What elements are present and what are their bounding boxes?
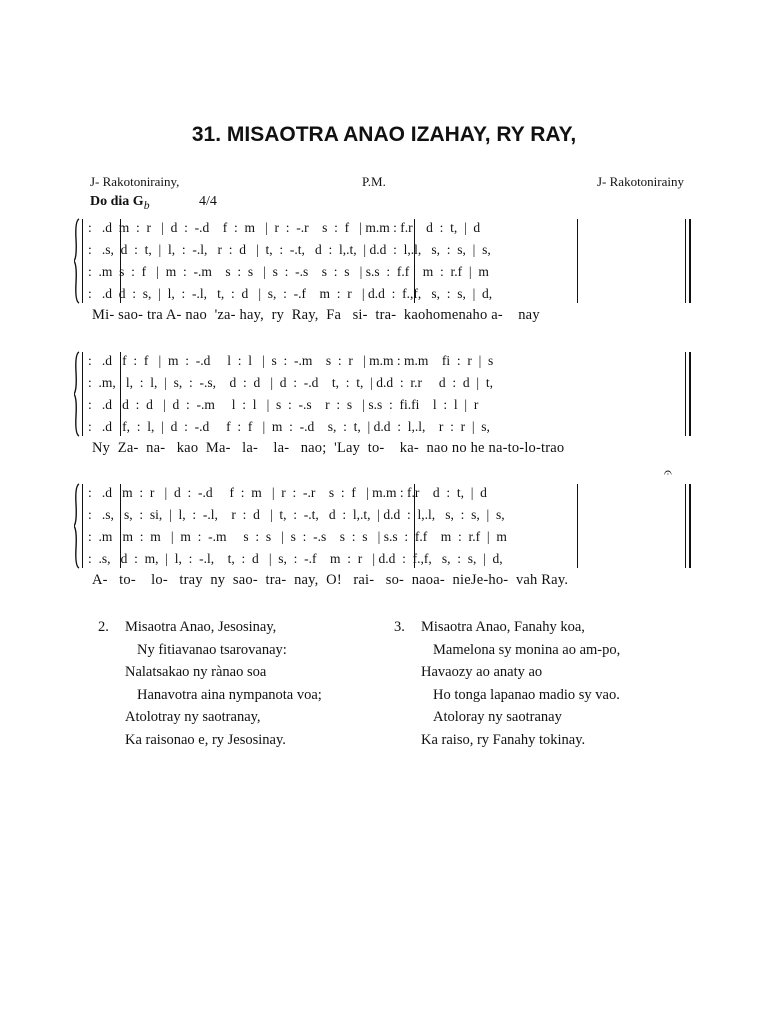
system-brace bbox=[74, 482, 80, 570]
verse-2 bbox=[98, 616, 322, 751]
key-signature bbox=[90, 194, 217, 212]
bass-part: : .s, d : m, | l, : -.l, t, : d | s, : -.f m : r | d.d : f.,f, s, : s, | d, bbox=[88, 551, 503, 566]
meter-credit: P.M. bbox=[362, 174, 386, 189]
system-end-bar-thick bbox=[689, 484, 691, 568]
alto-part: : .m, l, : l, | s, : -.s, d : d | d : -.d t, : t, | d.d : r.r d : d | t, bbox=[88, 375, 493, 390]
system-end-bar bbox=[685, 219, 686, 303]
hymn-title: 31. MISAOTRA ANAO IZAHAY, RY RAY, bbox=[191, 123, 577, 146]
system-end-bar-thick bbox=[689, 352, 691, 436]
verse-line: Misaotra Anao, Jesosinay, bbox=[125, 619, 277, 635]
soprano-part: : .d m : r | d : -.d f : m | r : -.r s : f | m.m : f.r d : t, | d bbox=[88, 220, 481, 235]
verse-line: Atoloray ny saotranay bbox=[433, 709, 562, 725]
verse-line: Mamelona sy monina ao am-po, bbox=[433, 641, 621, 658]
verse-number: 2. bbox=[98, 619, 109, 635]
key-label: Do dia G bbox=[90, 194, 144, 209]
alto-part: : .s, s, : si, | l, : -.l, r : d | t, : -.t, d : l,.t, | d.d : l,.l, s, : s, | s, bbox=[88, 507, 505, 522]
soprano-part: : .d f : f | m : -.d l : l | s : -.m s : r | m.m : m.m fi : r | s bbox=[88, 353, 494, 368]
system-start-bar bbox=[82, 352, 83, 436]
verse-line: Atolotray ny saotranay, bbox=[125, 709, 261, 725]
system-brace bbox=[74, 217, 80, 305]
verse-line: Ny fitiavanao tsarovanay: bbox=[137, 641, 287, 658]
system-start-bar bbox=[82, 219, 83, 303]
verse-line: Misaotra Anao, Fanahy koa, bbox=[421, 619, 585, 635]
fermata-icon: 𝄐 bbox=[664, 466, 672, 481]
tenor-part: : .m s : f | m : -.m s : s | s : -.s s : s | s.s : f.f m : r.f | m bbox=[88, 264, 489, 279]
lyricist-credit: J- Rakotonirainy, bbox=[90, 174, 180, 189]
alto-part: : .s, d : t, | l, : -.l, r : d | t, : -.t, d : l,.t, | d.d : l,.l, s, : s, | s, bbox=[88, 242, 491, 257]
system-end-bar-thick bbox=[689, 219, 691, 303]
verse-line: Hanavotra aina nympanota voa; bbox=[137, 686, 322, 703]
lyric-line: Ny Za- na- kao Ma- la- la- nao; 'Lay to- ka- nao no he na-to-lo-trao bbox=[92, 440, 565, 456]
lyric-line: A- to- lo- tray ny sao- tra- nay, O! rai- so- naoa- nieJe-ho- vah Ray. bbox=[92, 572, 569, 588]
verse-3 bbox=[394, 616, 620, 751]
verse-line: Ka raisonao e, ry Jesosinay. bbox=[125, 731, 286, 748]
tenor-part: : .m m : m | m : -.m s : s | s : -.s s : s | s.s : f.f m : r.f | m bbox=[88, 529, 507, 544]
soprano-part: : .d m : r | d : -.d f : m | r : -.r s : f | m.m : f.r d : t, | d bbox=[88, 485, 487, 500]
tenor-part: : .d d : d | d : -.m l : l | s : -.s r : s | s.s : fi.fi l : l | r bbox=[88, 397, 479, 412]
verse-line: Ho tonga lapanao madio sy vao. bbox=[433, 686, 620, 703]
verse-line: Havaozy ao anaty ao bbox=[421, 664, 543, 680]
bass-part: : .d f, : l, | d : -.d f : f | m : -.d s, : t, | d.d : l,.l, r : r | s, bbox=[88, 419, 490, 434]
verse-number: 3. bbox=[394, 619, 405, 635]
composer-credit: J- Rakotonirainy bbox=[596, 174, 684, 189]
key-flat: b bbox=[143, 198, 150, 212]
verse-line: Ka raiso, ry Fanahy tokinay. bbox=[421, 731, 586, 748]
system-start-bar bbox=[82, 484, 83, 568]
lyric-line: Mi- sao- tra A- nao 'za- hay, ry Ray, Fa si- tra- kaohomenaho a- nay bbox=[92, 307, 540, 323]
system-end-bar bbox=[685, 352, 686, 436]
credits-line bbox=[90, 174, 684, 192]
system-end-bar bbox=[685, 484, 686, 568]
system-brace bbox=[74, 350, 80, 438]
time-signature: 4/4 bbox=[199, 194, 217, 209]
bass-part: : .d d : s, | l, : -.l, t, : d | s, : -.f m : r | d.d : f.,f, s, : s, | d, bbox=[88, 286, 493, 301]
verse-line: Nalatsakao ny rànao soa bbox=[125, 664, 267, 680]
